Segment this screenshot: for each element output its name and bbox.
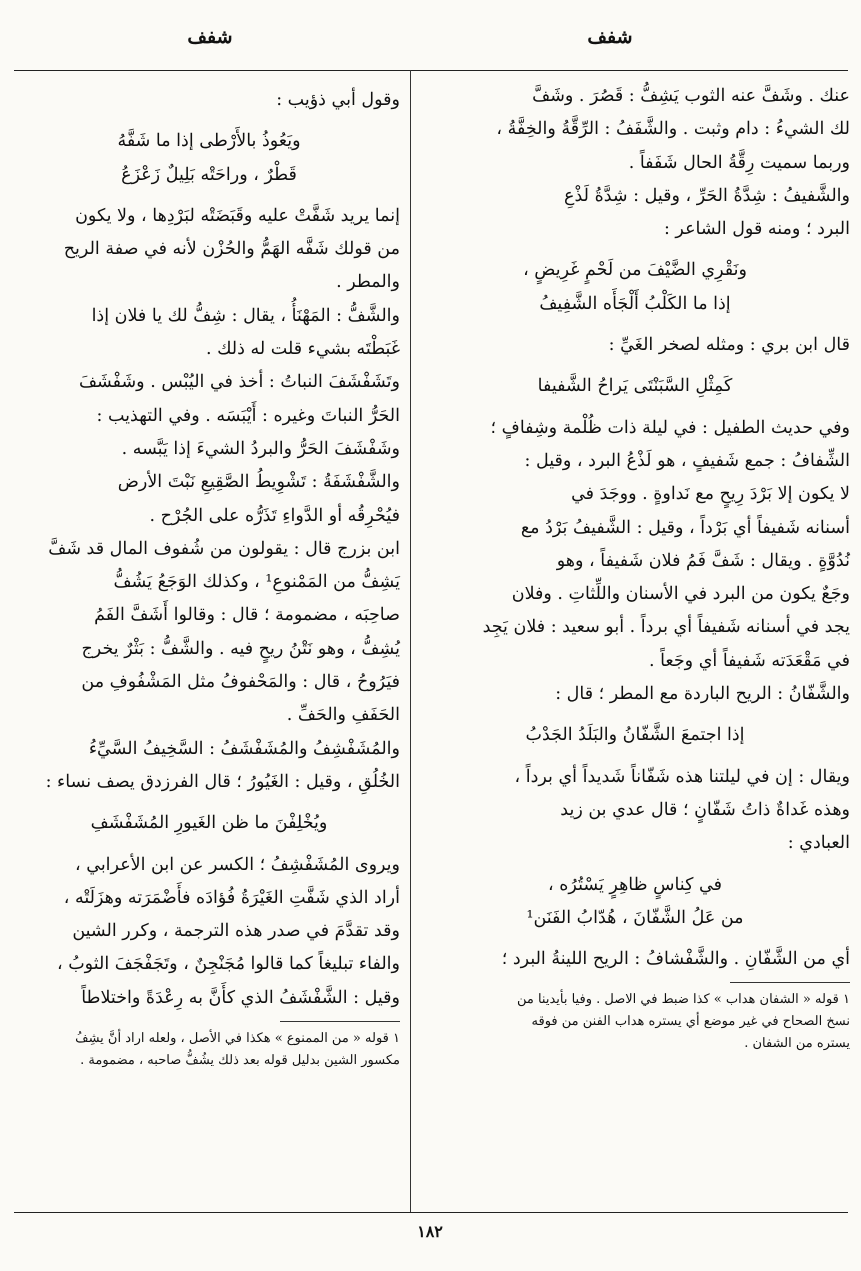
right-paragraph-5 [420, 943, 850, 976]
text-line: في مَقْعَدَته شَفيفاً أي وجَعاً . [648, 650, 850, 671]
text-line: عنك . وشَفَّ عنه الثوب يَشِفُّ : قَصُرَ . وشَفَّ [532, 86, 850, 106]
column-divider [410, 70, 411, 1212]
text-line: وربما سميت رِقَّةُ الحال شَفَفاً . [628, 152, 850, 173]
right-paragraph-1 [420, 80, 850, 246]
text-line: والمُشَفْشِفُ والمُشَفْشَفُ : السَّخِيفُ السَّيِّءُ [88, 738, 400, 759]
left-column [18, 84, 400, 1072]
text-line: والشَّفُّ : المَهْنَأُ ، يقال : شِفُّ لك يا فلان إذا [91, 305, 400, 326]
verse-line: ويُخْلِفْنَ ما ظن الغَيورِ المُشَفْشَفِ [90, 813, 328, 834]
footnote-line: يستره من الشفان . [744, 1036, 850, 1052]
footnote-line: ١ قوله « الشفان هداب » كذا ضبط في الاصل . وفيا بأيدينا من [516, 992, 850, 1008]
text-line: غَبَطْتَه بشيء قلت له ذلك . [205, 339, 400, 360]
text-line: الخُلُقِ ، وقيل : الغَيُورُ ؛ قال الفرزدق يصف نساء : [45, 771, 400, 792]
text-line: فيُحْرِقُه أو الدَّواءِ تَذَرُّه على الجُرْح . [149, 505, 400, 526]
right-paragraph-2 [420, 329, 850, 362]
text-line: وقد تقدَّمَ في صدر هذه الترجمة ، وكرر الشين [72, 921, 400, 942]
text-line: يجد في أسنانه شَفيفاً أي برداً . أبو سعيد : فلان يَجِد [482, 617, 850, 638]
right-paragraph-3 [420, 412, 850, 712]
verse-line: من عَلُ الشَّفّانَ ، هُدّابُ الفَنَن¹ [526, 907, 744, 928]
text-line: والفاء تبليغاً كما قالوا مُجَنْجِنٌ ، وتَجَفْجَفَ الثوبُ ، [56, 954, 400, 975]
verse-line: ونَقْرِي الضَّيْفَ من لَحْمٍ غَرِيضٍ ، [523, 260, 747, 281]
text-line: والشَّفيفُ : شِدَّةُ الحَرِّ ، وقيل : شِدَّةُ لَذْعِ [564, 185, 850, 206]
text-line: ويروى المُشَفْشِفُ ؛ الكسر عن ابن الأعرابي ، [75, 854, 400, 875]
verse-line: إذا ما الكَلْبُ أَلْجَأَه الشَّفِيفُ [539, 293, 731, 314]
text-line: أراد الذي شَفَّتِ الغَيْرَةُ فُؤادَه فأَضْمَرَته وهزَلَتْه ، [63, 887, 400, 908]
footnote-line: مكسور الشين بدليل قوله بعد ذلك يشُفُّ صاحبه ، مضمومة . [80, 1053, 400, 1069]
text-line: ابن بزرج قال : يقولون من شُفوف المال قد شَفَّ [48, 538, 400, 559]
footnote-line: ١ قوله « من الممنوع » هكذا في الأصل ، ولعله اراد أنَّ يشِفُ [75, 1031, 400, 1047]
right-verse-1 [420, 254, 850, 321]
text-line: الشِّفافُ : جمع شَفيفٍ ، هو لَذْعُ البرد ، وقيل : [524, 450, 850, 471]
text-line: وقيل : الشَّفْشَفُ الذي كأَنَّ به رِعْدَةً واختلاطاً [81, 987, 400, 1008]
text-line: البرد ؛ ومنه قول الشاعر : [663, 219, 850, 240]
text-line: والشَّفْشَفَةُ : تَشْوِيطُ الصَّقِيعِ نَبْتَ الأرض [117, 472, 400, 493]
right-paragraph-4 [420, 761, 850, 861]
text-line: والشَّفّانُ : الريح الباردة مع المطر ؛ قال : [555, 684, 850, 705]
text-line: صاحِبَه ، مضمومة ؛ قال : وقالوا أَشَفَّ الفَمُ [94, 605, 400, 626]
left-paragraph-1 [18, 84, 400, 117]
right-footnote [420, 989, 850, 1055]
left-footnote [18, 1028, 400, 1072]
text-line: أي من الشَّفّانِ . والشَّفْشافُ : الريح اللينةُ البرد ؛ [501, 949, 850, 970]
text-line: من قولك شَفَّه الهَمُّ والحُزْن لأنه في صفة الريح [63, 239, 400, 260]
header-right: شفف [587, 26, 633, 48]
text-line: الحَفَفِ والحَفِّ . [286, 705, 400, 726]
verse-line: قَطْرٌ ، وراحَتْه بَلِيلٌ زَعْزَعُ [121, 164, 297, 185]
text-line: فيَرُوحُ ، قال : والمَحْفوفُ مثل المَشْفُوفِ من [81, 672, 400, 693]
right-verse-3 [420, 719, 850, 752]
text-line: وشَفْشَفَ الحَرُّ والبردُ الشيءَ إذا يَبَّسه . [121, 438, 400, 459]
right-verse-2 [420, 370, 850, 403]
text-line: يُشِفُّ ، وهو نَتْنُ ريحٍ فيه . والشَّفُّ : بَثْرٌ يخرج [81, 638, 400, 659]
text-line: وقول أبي ذؤيب : [276, 90, 400, 110]
page-number: ١٨٢ [417, 1222, 443, 1241]
text-line: لك الشيءُ : دام وثبت . والشَّفَفُ : الرِّقَّةُ والخِفَّةُ ، [496, 119, 850, 140]
text-line: الحَرُّ النباتَ وغيره : أَيْبَسَه . وفي التهذيب : [96, 405, 400, 426]
text-line: إنما يريد شَفَّتْ عليه وقَبَضَتْه لبَرْدِها ، ولا يكون [75, 205, 400, 226]
verse-line: إذا اجتمعَ الشَّفّانُ والبَلَدُ الجَدْبُ [525, 725, 745, 746]
text-line: نُدُوَّةٍ . ويقال : شَفَّ فَمُ فلان شَفيفاً ، وهو [556, 550, 850, 571]
header-left: شفف [187, 26, 233, 48]
top-rule [14, 70, 848, 71]
right-column [420, 80, 850, 1055]
right-verse-4 [420, 869, 850, 936]
text-line: ويقال : إن في ليلتنا هذه شَفّاناً شَديداً أي برداً ، [514, 766, 850, 787]
text-line: وجَعٌ يكون من البرد في الأسنان واللِّثاتِ . وفلان [511, 584, 850, 605]
footnote-line: نسخ الصحاح في غير موضع أي يستره هداب الفنن من فوقه [531, 1014, 850, 1030]
text-line: قال ابن بري : ومثله لصخر الغَيِّ : [608, 335, 850, 356]
text-line: أسنانه شَفيفاً أي بَرْداً ، وقيل : الشَّفيفُ بَرْدُ مع [520, 517, 850, 538]
bottom-rule [14, 1212, 848, 1213]
text-line: يَشِفُّ من المَمْنوعِ¹ ، وكذلك الوَجَعُ يَشُفُّ [113, 572, 400, 593]
text-line: والمطر . [336, 272, 400, 293]
text-line: وتَشَفْشَفَ النباتُ : أخذ في اليُبْس . وشَفْشَفَ [78, 372, 400, 393]
text-line: وهذه غَداةٌ ذاتُ شَفّانٍ ؛ قال عدي بن زيد [560, 799, 850, 820]
text-line: العبادي : [787, 833, 850, 854]
verse-line: في كِناسٍ ظاهِرٍ يَسْتُرُه ، [548, 874, 722, 895]
left-paragraph-2 [18, 200, 400, 799]
left-footnote-rule [280, 1021, 400, 1022]
verse-line: كَمِثْلِ السَّبَنْتَى يَراحُ الشَّفيفا [537, 376, 733, 397]
left-verse-1 [18, 125, 400, 192]
left-paragraph-3 [18, 849, 400, 1015]
verse-line: ويَعُوذُ بالأَرْطى إذا ما شَفَّهُ [117, 131, 301, 152]
right-footnote-rule [730, 982, 850, 983]
left-verse-2 [18, 807, 400, 840]
text-line: وفي حديث الطفيل : في ليلة ذات ظُلْمة وشِفافٍ ؛ [490, 417, 850, 438]
text-line: لا يكون إلا بَرْدَ رِيحٍ مع نَداوةٍ . ووجَدَ في [571, 484, 850, 505]
